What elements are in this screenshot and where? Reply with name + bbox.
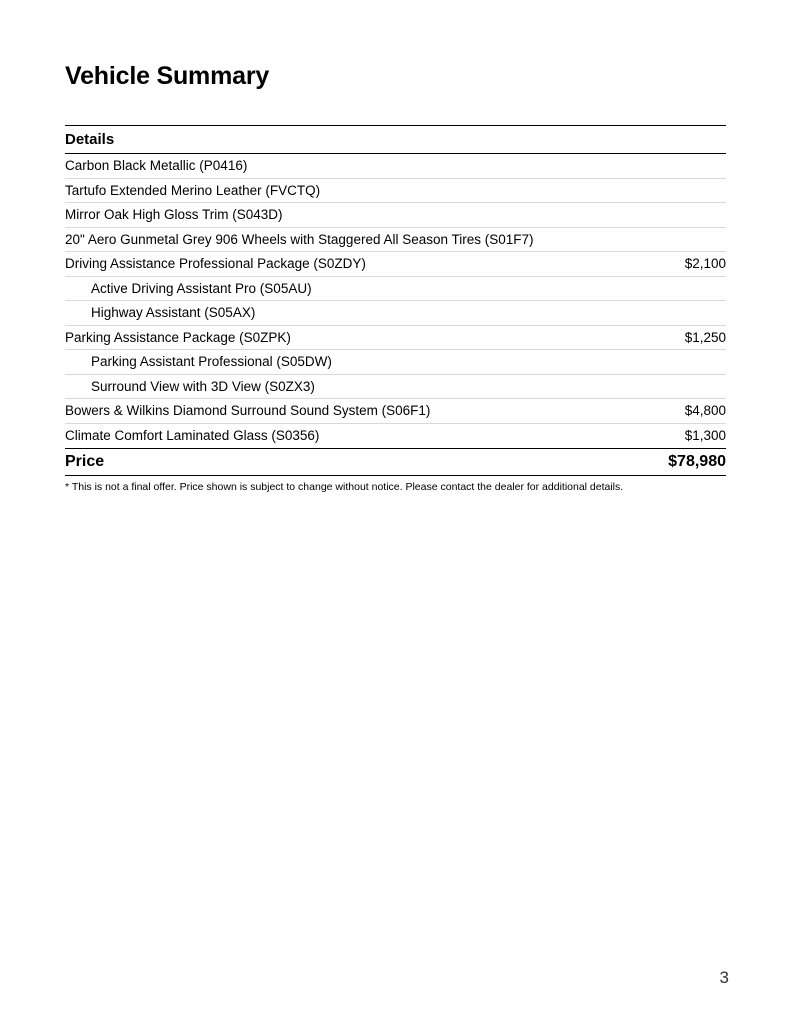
option-row	[65, 424, 726, 449]
option-price: $1,300	[684, 428, 726, 444]
option-list	[65, 154, 726, 448]
option-price: $1,250	[684, 329, 726, 345]
table-header	[65, 125, 726, 154]
option-name: 20" Aero Gunmetal Grey 906 Wheels with Staggered All Season Tires (S01F7)	[65, 231, 534, 247]
option-name: Tartufo Extended Merino Leather (FVCTQ)	[65, 182, 321, 198]
option-row	[65, 154, 726, 179]
option-name: Bowers & Wilkins Diamond Surround Sound System (S06F1)	[65, 403, 431, 419]
page-title: Vehicle Summary	[65, 62, 270, 90]
option-row	[65, 228, 726, 253]
option-row	[65, 252, 726, 277]
option-name: Parking Assistance Package (S0ZPK)	[65, 329, 291, 345]
sub-option-row	[65, 375, 726, 400]
option-name: Active Driving Assistant Pro (S05AU)	[91, 280, 312, 296]
page-number: 3	[719, 968, 729, 987]
option-name: Carbon Black Metallic (P0416)	[65, 158, 248, 174]
total-price-label: Price	[65, 453, 105, 470]
total-price-value: $78,980	[668, 453, 726, 470]
option-name: Climate Comfort Laminated Glass (S0356)	[65, 428, 320, 444]
option-name: Surround View with 3D View (S0ZX3)	[91, 378, 315, 394]
option-row	[65, 203, 726, 228]
disclaimer-text: * This is not a final offer. Price shown is subject to change without notice. Please contact the dealer for additional details.	[65, 481, 624, 493]
option-row	[65, 399, 726, 424]
option-name: Driving Assistance Professional Package (S0ZDY)	[65, 256, 366, 272]
sub-option-row	[65, 350, 726, 375]
sub-option-row	[65, 277, 726, 302]
option-price: $4,800	[684, 403, 726, 419]
option-name: Parking Assistant Professional (S05DW)	[91, 354, 332, 370]
total-price-row	[65, 448, 726, 476]
sub-option-row	[65, 301, 726, 326]
vehicle-summary-table	[65, 125, 726, 493]
option-row	[65, 179, 726, 204]
option-name: Mirror Oak High Gloss Trim (S043D)	[65, 207, 283, 223]
table-header-label: Details	[65, 131, 115, 148]
option-name: Highway Assistant (S05AX)	[91, 305, 256, 321]
option-row	[65, 326, 726, 351]
option-price: $2,100	[684, 256, 726, 272]
